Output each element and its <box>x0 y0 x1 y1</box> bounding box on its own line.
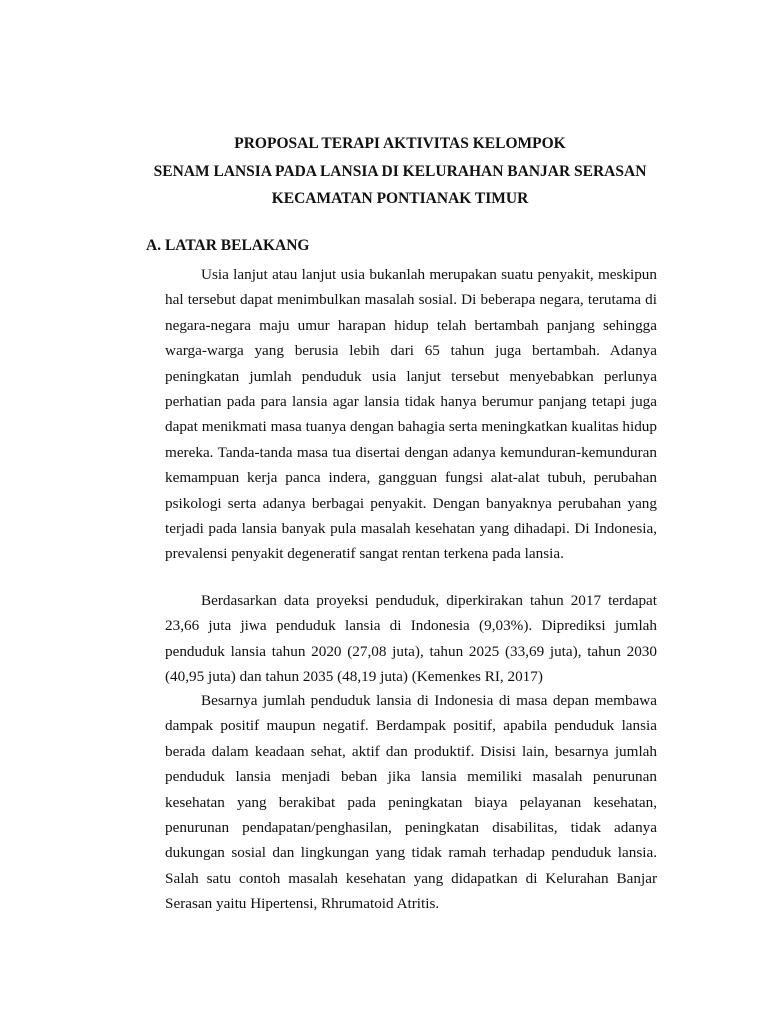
paragraph-1-text: Usia lanjut atau lanjut usia bukanlah merupakan suatu penyakit, meskipun hal tersebut dapat menimbulkan masalah sosial. Di beberapa negara, terutama di negara-negara maju umur harapan hidup telah bertambah panjang sehingga warga-warga yang berusia lebih dari 65 tahun juga bertambah. Adanya peningkatan jumlah penduduk usia lanjut tersebut menyebabkan perlunya perhatian pada para lansia agar lansia tidak hanya berumur panjang tetapi juga dapat menikmati masa tuanya dengan bahagia serta meningkatkan kualitas hidup mereka. Tanda-tanda masa tua disertai dengan adanya kemunduran-kemunduran kemampuan kerja panca indera, gangguan fungsi alat-alat tubuh, perubahan psikologi serta adanya berbagai penyakit. Dengan banyaknya perubahan yang terjadi pada lansia banyak pula masalah kesehatan yang dihadapi. Di Indonesia, prevalensi penyakit degeneratif sangat rentan terkena pada lansia. <box>165 266 657 563</box>
title-line-3: KECAMATAN PONTIANAK TIMUR <box>271 190 529 207</box>
paragraph-2-text: Berdasarkan data proyeksi penduduk, diperkirakan tahun 2017 terdapat 23,66 juta jiwa penduduk lansia di Indonesia (9,03%). Diprediksi jumlah penduduk lansia tahun 2020 (27,08 juta), tahun 2025 (33,69 juta), tahun 2030 (40,95 juta) dan tahun 2035 (48,19 juta) (Kemenkes RI, 2017) <box>165 592 657 686</box>
paragraph-2 <box>165 588 657 690</box>
title-line-2: SENAM LANSIA PADA LANSIA DI KELURAHAN BANJAR SERASAN <box>153 163 647 180</box>
paragraph-3 <box>165 688 657 917</box>
title-line-1: PROPOSAL TERAPI AKTIVITAS KELOMPOK <box>234 135 566 152</box>
paragraph-3-text: Besarnya jumlah penduduk lansia di Indonesia di masa depan membawa dampak positif maupun negatif. Berdampak positif, apabila penduduk lansia berada dalam keadaan sehat, aktif dan produktif. Disisi lain, besarnya jumlah penduduk lansia menjadi beban jika lansia memiliki masalah penurunan kesehatan yang berakibat pada peningkatan biaya pelayanan kesehatan, penurunan pendapatan/penghasilan, peningkatan disabilitas, tidak adanya dukungan sosial dan lingkungan yang tidak ramah terhadap penduduk lansia. Salah satu contoh masalah kesehatan yang didapatkan di Kelurahan Banjar Serasan yaitu Hipertensi, Rhrumatoid Atritis. <box>165 692 657 913</box>
paragraph-1 <box>165 262 657 567</box>
section-heading: A. LATAR BELAKANG <box>146 237 310 254</box>
